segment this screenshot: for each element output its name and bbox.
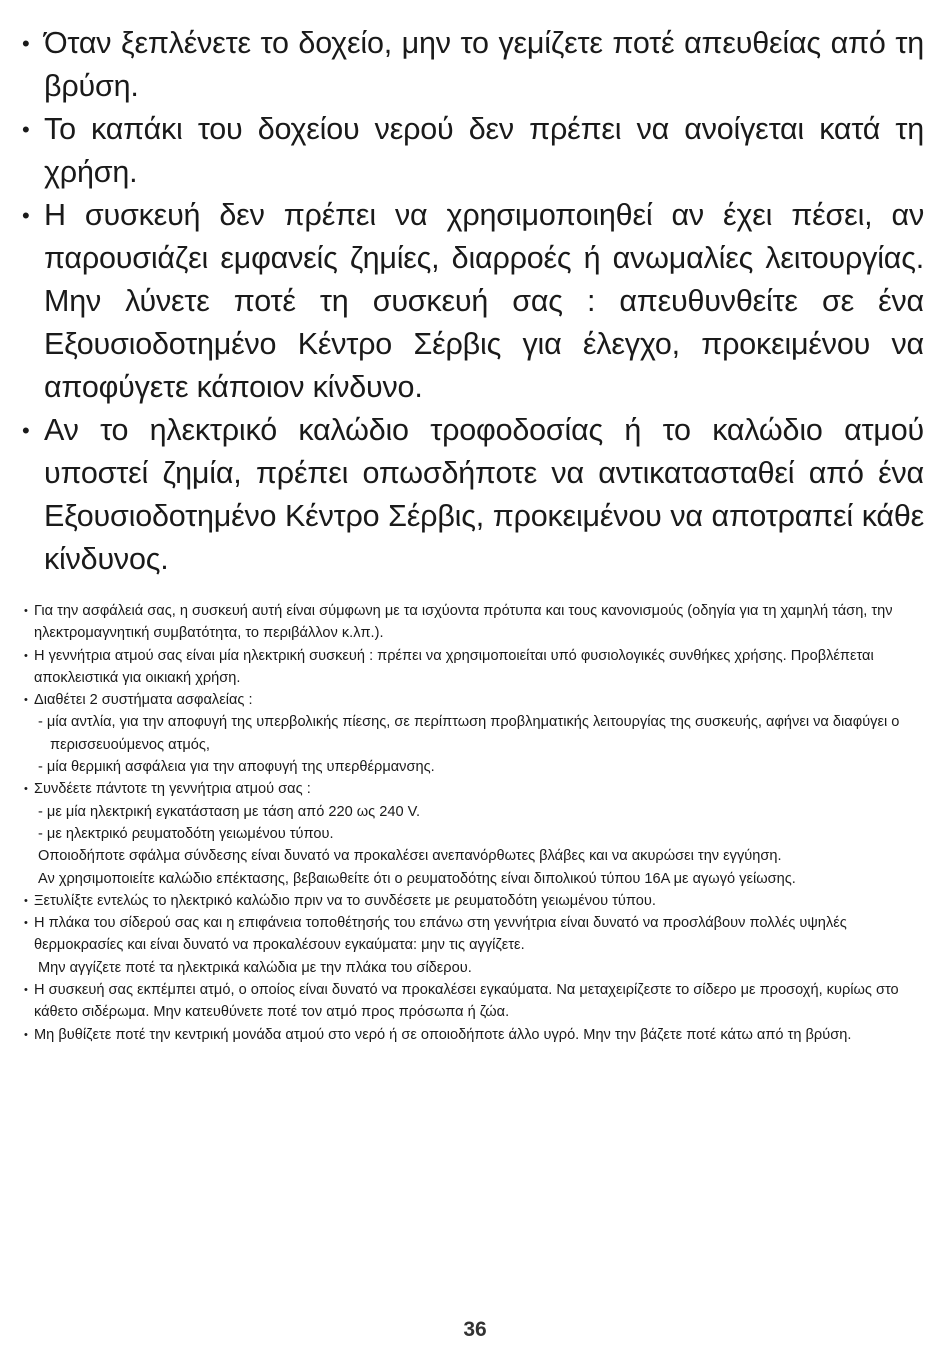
warning-item xyxy=(22,194,924,409)
bullet-icon: • xyxy=(22,117,30,142)
note-text: Συνδέετε πάντοτε τη γεννήτρια ατμού σας : xyxy=(34,781,311,798)
safety-notes-list xyxy=(24,600,924,1046)
note-text: Ξετυλίξτε εντελώς το ηλεκτρικό καλώδιο πριν να το συνδέσετε με ρευματοδότη γειωμένου τύπου. xyxy=(34,892,656,909)
bullet-icon: • xyxy=(24,984,28,997)
note-subitem: Αν χρησιμοποιείτε καλώδιο επέκτασης, βεβαιωθείτε ότι ο ρευματοδότης είναι διπολικού τύπου 16A με αγωγό γείωσης. xyxy=(38,870,796,887)
note-item xyxy=(24,912,924,979)
note-text: Για την ασφάλειά σας, η συσκευή αυτή είναι σύμφωνη με τα ισχύοντα πρότυπα και τους κανονισμούς (οδηγία για τη χαμηλή τάση, την ηλεκτρομαγνητική συμβατότητα, το περιβάλλον κ.λπ.). xyxy=(34,603,893,642)
bullet-icon: • xyxy=(24,917,28,930)
bullet-icon: • xyxy=(22,203,30,228)
note-item xyxy=(24,689,924,778)
warning-text: Η συσκευή δεν πρέπει να χρησιμοποιηθεί αν έχει πέσει, αν παρουσιάζει εμφανείς ζημίες, διαρροές ή ανωμαλίες λειτουργίας. Μην λύνετε ποτέ τη συσκευή σας : απευθυνθείτε σε ένα Εξουσιοδοτημένο Κέντρο Σέρβις για έλεγχο, προκειμένου να αποφύγετε κάποιον κίνδυνο. xyxy=(44,198,924,404)
bullet-icon: • xyxy=(24,894,28,907)
bullet-icon: • xyxy=(22,418,30,443)
note-subitem: Μην αγγίζετε ποτέ τα ηλεκτρικά καλώδια με την πλάκα του σίδερου. xyxy=(38,959,472,976)
warning-item xyxy=(22,409,924,581)
page-number: 36 xyxy=(463,1318,487,1341)
note-subitem: Οποιοδήποτε σφάλμα σύνδεσης είναι δυνατό να προκαλέσει ανεπανόρθωτες βλάβες και να ακυρώσει την εγγύηση. xyxy=(38,848,782,865)
note-item xyxy=(24,890,924,912)
note-item xyxy=(24,778,924,889)
note-text: Η γεννήτρια ατμού σας είναι μία ηλεκτρική συσκευή : πρέπει να χρησιμοποιείται υπό φυσιολογικές συνθήκες χρήσης. Προβλέπεται αποκλειστικά για οικιακή χρήση. xyxy=(34,647,874,686)
bullet-icon: • xyxy=(24,649,28,662)
warning-list xyxy=(22,22,924,581)
note-subitem: - με ηλεκτρικό ρευματοδότη γειωμένου τύπου. xyxy=(38,825,334,842)
bullet-icon: • xyxy=(24,1028,28,1041)
bullet-icon: • xyxy=(24,605,28,617)
note-text: Διαθέτει 2 συστήματα ασφαλείας : xyxy=(34,692,253,709)
note-text: Η συσκευή σας εκπέμπει ατμό, ο οποίος είναι δυνατό να προκαλέσει εγκαύματα. Να μεταχειρίζεστε το σίδερο με προσοχή, κυρίως στο κάθετο σιδέρωμα. Μην κατευθύνετε ποτέ τον ατμό προς πρόσωπα ή ζώα. xyxy=(34,982,899,1021)
warning-text: Αν το ηλεκτρικό καλώδιο τροφοδοσίας ή το καλώδιο ατμού υποστεί ζημία, πρέπει οπωσδήποτε να αντικατασταθεί από ένα Εξουσιοδοτημένο Κέντρο Σέρβις, προκειμένου να αποτραπεί κάθε κίνδυνος. xyxy=(44,413,924,576)
note-subitem: - μία θερμική ασφάλεια για την αποφυγή της υπερθέρμανσης. xyxy=(38,759,435,776)
bullet-icon: • xyxy=(22,31,30,56)
warning-item xyxy=(22,22,924,108)
warning-item xyxy=(22,108,924,194)
bullet-icon: • xyxy=(24,783,28,796)
note-text: Μη βυθίζετε ποτέ την κεντρική μονάδα ατμού στο νερό ή σε οποιοδήποτε άλλο υγρό. Μην την βάζετε ποτέ κάτω από τη βρύση. xyxy=(34,1026,852,1043)
warning-text: Όταν ξεπλένετε το δοχείο, μην το γεμίζετε ποτέ απευθείας από τη βρύση. xyxy=(44,26,924,103)
note-item xyxy=(24,979,924,1024)
note-subitem: - μία αντλία, για την αποφυγή της υπερβολικής πίεσης, σε περίπτωση προβληματικής λειτουργίας της συσκευής, αφήνει να διαφύγει ο περισσευούμενος ατμός, xyxy=(38,714,900,753)
note-item xyxy=(24,645,924,690)
note-text: Η πλάκα του σίδερού σας και η επιφάνεια τοποθέτησής του επάνω στη γεννήτρια είναι δυνατό να προσλάβουν πολλές υψηλές θερμοκρασίες και είναι δυνατό να προκαλέσουν εγκαύματα: μην τις αγγίζετε. xyxy=(34,915,847,954)
warning-text: Το καπάκι του δοχείου νερού δεν πρέπει να ανοίγεται κατά τη χρήση. xyxy=(44,112,924,189)
note-item xyxy=(24,600,924,645)
note-item xyxy=(24,1024,924,1046)
bullet-icon: • xyxy=(24,694,28,707)
note-subitem: - με μία ηλεκτρική εγκατάσταση με τάση από 220 ως 240 V. xyxy=(38,803,421,820)
